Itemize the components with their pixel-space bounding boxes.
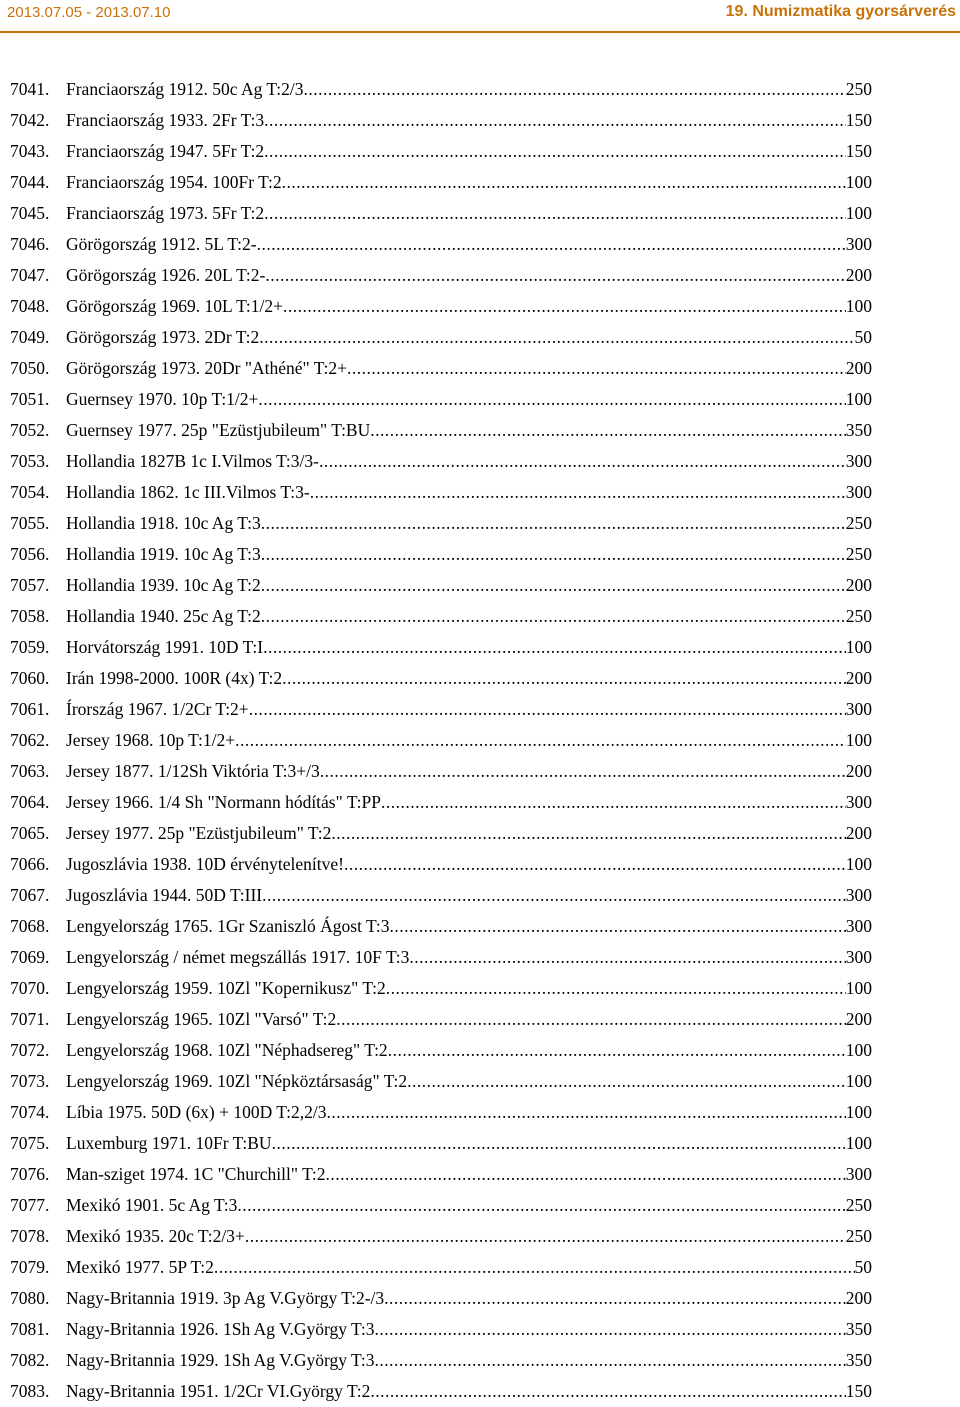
lot-number: 7051. (10, 389, 50, 409)
lot-number: 7065. (10, 823, 50, 843)
lot-starting-price: 300 (845, 482, 872, 502)
lot-description: Jugoszlávia 1944. 50D T:III (66, 885, 263, 905)
lot-row (10, 446, 872, 477)
lot-number: 7069. (10, 947, 50, 967)
lot-starting-price: 100 (845, 637, 872, 657)
lot-number: 7066. (10, 854, 50, 874)
lot-row (10, 849, 872, 880)
dot-leader (258, 384, 845, 415)
lot-description: Nagy-Britannia 1919. 3p Ag V.György T:2-/3 (66, 1288, 385, 1308)
lot-row (10, 911, 872, 942)
dot-leader (384, 1283, 846, 1314)
lot-number: 7044. (10, 172, 50, 192)
lot-starting-price: 300 (845, 792, 872, 812)
lot-row (10, 508, 872, 539)
dot-leader (257, 229, 846, 260)
lot-number: 7076. (10, 1164, 50, 1184)
lot-starting-price: 100 (845, 1102, 872, 1122)
dot-leader (214, 1252, 855, 1283)
lot-row (10, 260, 872, 291)
lot-number: 7063. (10, 761, 50, 781)
lot-starting-price: 250 (845, 544, 872, 564)
dot-leader (282, 663, 846, 694)
dot-leader (303, 74, 845, 105)
dot-leader (265, 260, 845, 291)
auction-date-range: 2013.07.05 - 2013.07.10 (7, 4, 171, 21)
lot-row (10, 1283, 872, 1314)
dot-leader (386, 973, 846, 1004)
dot-leader (370, 415, 846, 446)
dot-leader (310, 477, 846, 508)
lot-row (10, 1345, 872, 1376)
lot-number: 7060. (10, 668, 50, 688)
lot-starting-price: 300 (845, 451, 872, 471)
lot-starting-price: 250 (845, 513, 872, 533)
lot-description: Jersey 1977. 25p "Ezüstjubileum" T:2 (66, 823, 332, 843)
lot-number: 7055. (10, 513, 50, 533)
lot-row (10, 1221, 872, 1252)
lot-description: Lengyelország 1959. 10Zl "Kopernikusz" T:2 (66, 978, 386, 998)
lot-starting-price: 100 (845, 1040, 872, 1060)
lot-number: 7079. (10, 1257, 50, 1277)
lot-description: Hollandia 1939. 10c Ag T:2 (66, 575, 261, 595)
dot-leader (326, 1097, 845, 1128)
lot-description: Irán 1998-2000. 100R (4x) T:2 (66, 668, 283, 688)
dot-leader (237, 1190, 845, 1221)
lot-starting-price: 100 (845, 854, 872, 874)
dot-leader (407, 1066, 846, 1097)
lot-starting-price: 100 (845, 296, 872, 316)
lot-row (10, 942, 872, 973)
lot-description: Mexikó 1901. 5c Ag T:3 (66, 1195, 238, 1215)
lot-description: Görögország 1926. 20L T:2- (66, 265, 266, 285)
lot-number: 7056. (10, 544, 50, 564)
dot-leader (262, 880, 846, 911)
lot-starting-price: 200 (845, 761, 872, 781)
lot-starting-price: 350 (845, 1350, 872, 1370)
lot-starting-price: 200 (845, 668, 872, 688)
lot-description: Lengyelország / német megszállás 1917. 10F T:3 (66, 947, 410, 967)
lot-row (10, 1376, 872, 1407)
lot-row (10, 1252, 872, 1283)
lot-row (10, 1004, 872, 1035)
dot-leader (261, 508, 846, 539)
lot-row (10, 756, 872, 787)
dot-leader (409, 942, 845, 973)
lot-row (10, 632, 872, 663)
lot-row (10, 818, 872, 849)
dot-leader (261, 570, 846, 601)
lot-starting-price: 300 (845, 947, 872, 967)
lot-description: Hollandia 1919. 10c Ag T:3 (66, 544, 261, 564)
lot-starting-price: 100 (845, 978, 872, 998)
lot-number: 7053. (10, 451, 50, 471)
lot-starting-price: 150 (845, 1381, 872, 1401)
lot-row (10, 1190, 872, 1221)
lot-starting-price: 50 (854, 1257, 872, 1277)
lot-row (10, 601, 872, 632)
lot-description: Franciaország 1973. 5Fr T:2 (66, 203, 265, 223)
lot-starting-price: 300 (845, 699, 872, 719)
lot-starting-price: 300 (845, 916, 872, 936)
lot-starting-price: 200 (845, 1288, 872, 1308)
lot-description: Nagy-Britannia 1929. 1Sh Ag V.György T:3 (66, 1350, 375, 1370)
lot-starting-price: 100 (845, 1071, 872, 1091)
dot-leader (245, 1221, 846, 1252)
lot-description: Lengyelország 1968. 10Zl "Néphadsereg" T:2 (66, 1040, 388, 1060)
lot-starting-price: 200 (845, 265, 872, 285)
lot-description: Lengyelország 1965. 10Zl "Varsó" T:2 (66, 1009, 337, 1029)
lot-description: Horvátország 1991. 10D T:I (66, 637, 264, 657)
lot-number: 7078. (10, 1226, 50, 1246)
lot-starting-price: 250 (845, 1195, 872, 1215)
lot-description: Hollandia 1862. 1c III.Vilmos T:3- (66, 482, 310, 502)
dot-leader (264, 198, 846, 229)
lot-number: 7061. (10, 699, 50, 719)
lot-starting-price: 100 (845, 1133, 872, 1153)
lot-row (10, 477, 872, 508)
dot-leader (282, 167, 846, 198)
auction-title: 19. Numizmatika gyorsárverés (725, 3, 956, 20)
lot-row (10, 694, 872, 725)
lot-row (10, 1066, 872, 1097)
lot-number: 7050. (10, 358, 50, 378)
lot-row (10, 291, 872, 322)
lot-description: Líbia 1975. 50D (6x) + 100D T:2,2/3 (66, 1102, 327, 1122)
lot-number: 7057. (10, 575, 50, 595)
lot-number: 7075. (10, 1133, 50, 1153)
lot-description: Guernsey 1970. 10p T:1/2+ (66, 389, 259, 409)
lot-number: 7052. (10, 420, 50, 440)
lot-row (10, 229, 872, 260)
dot-leader (263, 632, 846, 663)
dot-leader (374, 1345, 845, 1376)
lot-number: 7062. (10, 730, 50, 750)
lot-starting-price: 200 (845, 1009, 872, 1029)
lot-row (10, 1128, 872, 1159)
lot-row (10, 880, 872, 911)
dot-leader (326, 1159, 846, 1190)
dot-leader (319, 446, 846, 477)
lot-description: Hollandia 1940. 25c Ag T:2 (66, 606, 261, 626)
dot-leader (264, 136, 846, 167)
lot-row (10, 167, 872, 198)
lot-row (10, 105, 872, 136)
lot-starting-price: 150 (845, 141, 872, 161)
lot-description: Franciaország 1933. 2Fr T:3 (66, 110, 265, 130)
lot-number: 7081. (10, 1319, 50, 1339)
dot-leader (347, 353, 846, 384)
lot-description: Nagy-Britannia 1951. 1/2Cr VI.György T:2 (66, 1381, 371, 1401)
lot-number: 7049. (10, 327, 50, 347)
lot-number: 7041. (10, 79, 50, 99)
lot-row (10, 1097, 872, 1128)
dot-leader (249, 694, 846, 725)
lot-starting-price: 350 (845, 420, 872, 440)
lot-row (10, 663, 872, 694)
dot-leader (261, 601, 846, 632)
lot-description: Görögország 1973. 20Dr "Athéné" T:2+ (66, 358, 348, 378)
dot-leader (259, 322, 854, 353)
lot-starting-price: 250 (845, 606, 872, 626)
lot-description: Lengyelország 1765. 1Gr Szaniszló Ágost T:3 (66, 916, 390, 936)
lot-starting-price: 200 (845, 575, 872, 595)
lot-number: 7045. (10, 203, 50, 223)
lot-starting-price: 250 (845, 79, 872, 99)
lot-number: 7067. (10, 885, 50, 905)
lot-description: Luxemburg 1971. 10Fr T:BU (66, 1133, 272, 1153)
lot-description: Lengyelország 1969. 10Zl "Népköztársaság" T:2 (66, 1071, 408, 1091)
lot-number: 7054. (10, 482, 50, 502)
lot-description: Hollandia 1827B 1c I.Vilmos T:3/3- (66, 451, 319, 471)
lot-starting-price: 200 (845, 358, 872, 378)
dot-leader (331, 818, 845, 849)
lot-number: 7082. (10, 1350, 50, 1370)
lot-starting-price: 300 (845, 1164, 872, 1184)
lot-number: 7068. (10, 916, 50, 936)
lot-description: Jersey 1968. 10p T:1/2+ (66, 730, 236, 750)
lot-starting-price: 350 (845, 1319, 872, 1339)
lot-starting-price: 100 (845, 389, 872, 409)
dot-leader (389, 911, 845, 942)
lot-description: Görögország 1969. 10L T:1/2+ (66, 296, 284, 316)
lot-number: 7047. (10, 265, 50, 285)
lot-number: 7043. (10, 141, 50, 161)
lot-starting-price: 150 (845, 110, 872, 130)
lot-description: Mexikó 1935. 20c T:2/3+ (66, 1226, 245, 1246)
lot-number: 7080. (10, 1288, 50, 1308)
lot-number: 7058. (10, 606, 50, 626)
dot-leader (381, 787, 846, 818)
lot-description: Jersey 1966. 1/4 Sh "Normann hódítás" T:PP (66, 792, 381, 812)
lot-starting-price: 100 (845, 172, 872, 192)
lot-row (10, 1035, 872, 1066)
lot-description: Írország 1967. 1/2Cr T:2+ (66, 699, 249, 719)
lot-number: 7048. (10, 296, 50, 316)
lot-description: Guernsey 1977. 25p "Ezüstjubileum" T:BU (66, 420, 371, 440)
lot-description: Jersey 1877. 1/12Sh Viktória T:3+/3 (66, 761, 320, 781)
lot-number: 7064. (10, 792, 50, 812)
lot-list (10, 74, 872, 1407)
lot-number: 7074. (10, 1102, 50, 1122)
lot-row (10, 198, 872, 229)
lot-row (10, 74, 872, 105)
lot-description: Nagy-Britannia 1926. 1Sh Ag V.György T:3 (66, 1319, 375, 1339)
dot-leader (344, 849, 846, 880)
lot-starting-price: 100 (845, 203, 872, 223)
lot-starting-price: 50 (854, 327, 872, 347)
lot-row (10, 973, 872, 1004)
lot-number: 7072. (10, 1040, 50, 1060)
lot-description: Hollandia 1918. 10c Ag T:3 (66, 513, 261, 533)
lot-row (10, 787, 872, 818)
header-divider (0, 31, 960, 33)
lot-description: Görögország 1973. 2Dr T:2 (66, 327, 260, 347)
lot-description: Man-sziget 1974. 1C "Churchill" T:2 (66, 1164, 326, 1184)
lot-row (10, 353, 872, 384)
dot-leader (374, 1314, 845, 1345)
dot-leader (388, 1035, 846, 1066)
lot-description: Jugoszlávia 1938. 10D érvénytelenítve! (66, 854, 344, 874)
lot-row (10, 570, 872, 601)
dot-leader (264, 105, 846, 136)
page-header (0, 0, 960, 36)
dot-leader (272, 1128, 846, 1159)
dot-leader (320, 756, 846, 787)
lot-description: Görögország 1912. 5L T:2- (66, 234, 257, 254)
lot-number: 7073. (10, 1071, 50, 1091)
lot-row (10, 725, 872, 756)
lot-description: Franciaország 1912. 50c Ag T:2/3 (66, 79, 304, 99)
lot-row (10, 1159, 872, 1190)
lot-row (10, 136, 872, 167)
lot-description: Franciaország 1954. 100Fr T:2 (66, 172, 282, 192)
dot-leader (283, 291, 846, 322)
lot-row (10, 539, 872, 570)
lot-starting-price: 200 (845, 823, 872, 843)
lot-number: 7083. (10, 1381, 50, 1401)
lot-description: Mexikó 1977. 5P T:2 (66, 1257, 214, 1277)
lot-description: Franciaország 1947. 5Fr T:2 (66, 141, 265, 161)
lot-number: 7077. (10, 1195, 50, 1215)
lot-row (10, 415, 872, 446)
dot-leader (235, 725, 846, 756)
dot-leader (261, 539, 846, 570)
lot-number: 7042. (10, 110, 50, 130)
lot-row (10, 1314, 872, 1345)
lot-starting-price: 300 (845, 885, 872, 905)
lot-number: 7070. (10, 978, 50, 998)
dot-leader (336, 1004, 846, 1035)
lot-starting-price: 250 (845, 1226, 872, 1246)
lot-starting-price: 100 (845, 730, 872, 750)
lot-starting-price: 300 (845, 234, 872, 254)
dot-leader (370, 1376, 845, 1407)
lot-row (10, 322, 872, 353)
lot-row (10, 384, 872, 415)
lot-number: 7071. (10, 1009, 50, 1029)
lot-number: 7046. (10, 234, 50, 254)
lot-number: 7059. (10, 637, 50, 657)
